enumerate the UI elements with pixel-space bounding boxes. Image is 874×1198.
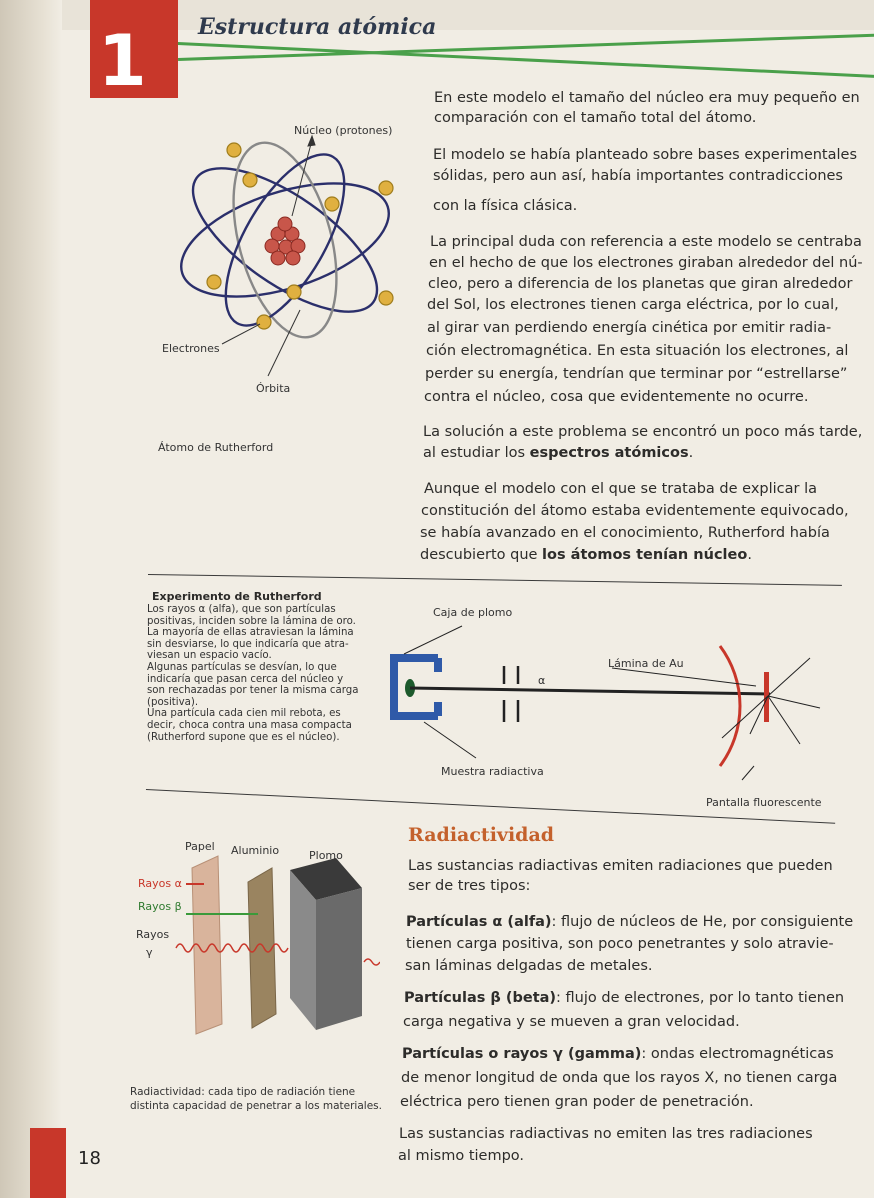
bold-term: los átomos tenían núcleo: [542, 547, 748, 563]
text-span: descubierto que: [420, 547, 543, 563]
electrons: [207, 143, 393, 329]
bold-term: Partículas o rayos γ (gamma): [402, 1046, 642, 1062]
experiment-line: sin desviarse, lo que indicaría que atra-: [147, 638, 349, 650]
page-spine-shadow: [0, 0, 62, 1198]
main-text-line: perder su energía, tendrían que terminar por “estrellarse”: [425, 366, 848, 382]
experiment-line: indicaría que pasan cerca del núcleo y: [147, 673, 344, 685]
experiment-label-sample: Muestra radiactiva: [441, 765, 544, 778]
radiation-label-aluminum: Aluminio: [231, 844, 280, 857]
experiment-line: son rechazadas por tener la misma carga: [147, 685, 359, 697]
experiment-line: viesan un espacio vacío.: [147, 650, 272, 662]
experiment-line: Los rayos α (alfa), que son partículas: [147, 604, 336, 615]
text-span: al estudiar los: [423, 445, 530, 461]
experiment-line: (Rutherford supone que es el núcleo).: [147, 731, 340, 743]
experiment-line: decir, choca contra una masa compacta: [147, 719, 352, 731]
radio-text-line: eléctrica pero tienen gran poder de penetración.: [400, 1094, 754, 1110]
bold-term: Partículas β (beta): [404, 990, 557, 1006]
radio-text-line: [406, 912, 853, 933]
main-text-line: La principal duda con referencia a este modelo se centraba: [430, 234, 862, 250]
text-span: : flujo de núcleos de He, por consiguiente: [551, 914, 854, 930]
chapter-number: 1: [98, 20, 147, 102]
radio-text-line: carga negativa y se mueven a gran velocidad.: [403, 1014, 740, 1030]
experiment-line: Una partícula cada cien mil rebota, es: [147, 708, 341, 720]
radiation-label-gamma-symbol: γ: [146, 946, 153, 959]
fluorescent-screen: [720, 646, 740, 766]
radio-text-line: san láminas delgadas de metales.: [405, 958, 653, 974]
radio-text-line: Las sustancias radiactivas no emiten las tres radiaciones: [399, 1126, 813, 1142]
main-text-line: con la física clásica.: [433, 198, 578, 214]
main-text-line: Aunque el modelo con el que se trataba de explicar la: [424, 481, 818, 497]
experiment-label-screen: Pantalla fluorescente: [706, 796, 822, 809]
atom-label-nucleus: Núcleo (protones): [294, 124, 393, 137]
paper-sheet: [192, 856, 222, 1034]
section-divider: [148, 574, 842, 586]
experiment-label-alpha: α: [538, 674, 546, 687]
radiation-label-paper: Papel: [185, 840, 215, 853]
main-text-line: comparación con el tamaño total del átomo.: [434, 110, 757, 126]
main-text-line: se había avanzado en el conocimiento, Rutherford había: [420, 525, 830, 541]
experiment-line: (positiva).: [147, 696, 199, 708]
experiment-line: Algunas partículas se desvían, lo que: [147, 661, 337, 673]
main-text-line: del Sol, los electrones tienen carga eléctrica, por lo cual,: [427, 297, 839, 313]
atom-caption: Átomo de Rutherford: [158, 441, 274, 454]
rutherford-atom-diagram: [150, 120, 420, 410]
radio-text-line: ser de tres tipos:: [408, 878, 531, 894]
radiation-caption: Radiactividad: cada tipo de radiación tiene: [130, 1086, 356, 1098]
radio-text-line: tienen carga positiva, son poco penetrantes y solo atravie-: [406, 936, 834, 952]
text-span: : ondas electromagnéticas: [641, 1046, 834, 1062]
main-text-line: contra el núcleo, cosa que evidentemente no ocurre.: [424, 389, 809, 405]
main-text-line: cleo, pero a diferencia de los planetas que giran alrededor: [428, 276, 853, 292]
radio-text-line: al mismo tiempo.: [398, 1148, 525, 1164]
main-text-line: La solución a este problema se encontró un poco más tarde,: [423, 424, 863, 440]
main-text-line: En este modelo el tamaño del núcleo era muy pequeño en: [434, 90, 860, 106]
radio-text-line: [404, 988, 844, 1009]
radiation-label-gamma: Rayos: [136, 928, 170, 941]
bold-term: Partículas α (alfa): [406, 914, 552, 930]
main-text-line: [420, 545, 752, 566]
main-text-line: al girar van perdiendo energía cinética por emitir radia-: [427, 320, 832, 336]
nucleus: [265, 217, 305, 265]
radiation-label-beta: Rayos β: [138, 900, 182, 913]
main-text-line: en el hecho de que los electrones giraban alrededor del nú-: [429, 255, 863, 271]
bold-term: espectros atómicos: [529, 445, 689, 461]
text-span: : flujo de electrones, por lo tanto tienen: [556, 990, 845, 1006]
radiation-label-alpha: Rayos α: [138, 877, 182, 890]
experiment-title: Experimento de Rutherford: [152, 590, 322, 603]
footer-accent: [30, 1128, 66, 1198]
main-text-line: [423, 443, 693, 464]
radio-text-line: [402, 1044, 834, 1065]
experiment-label-box: Caja de plomo: [433, 606, 513, 619]
main-text-line: ción electromagnética. En esta situación los electrones, al: [426, 343, 849, 359]
main-text-line: sólidas, pero aun así, había importantes contradicciones: [433, 168, 843, 184]
atom-label-electrons: Electrones: [162, 342, 220, 355]
radio-text-line: Las sustancias radiactivas emiten radiaciones que pueden: [408, 858, 833, 874]
radio-text-line: de menor longitud de onda que los rayos X, no tienen carga: [401, 1070, 838, 1086]
experiment-label-foil: Lámina de Au: [608, 657, 684, 670]
experiment-line: positivas, inciden sobre la lámina de oro.: [147, 615, 356, 627]
experiment-line: La mayoría de ellas atraviesan la lámina: [147, 627, 354, 639]
main-text-line: constitución del átomo estaba evidentemente equivocado,: [421, 503, 849, 519]
section-title-radioactivity: Radiactividad: [408, 824, 555, 846]
experiment-description: [147, 604, 363, 743]
radiation-label-lead: Plomo: [309, 849, 343, 862]
atom-label-orbit: Órbita: [256, 382, 291, 395]
radiation-caption: distinta capacidad de penetrar a los materiales.: [130, 1100, 382, 1112]
main-text-line: El modelo se había planteado sobre bases experimentales: [433, 147, 858, 163]
page-number: 18: [78, 1148, 101, 1169]
chapter-title: Estructura atómica: [198, 14, 437, 40]
lead-block-side: [316, 888, 362, 1030]
text-span: .: [688, 445, 694, 461]
text-span: .: [747, 547, 752, 563]
